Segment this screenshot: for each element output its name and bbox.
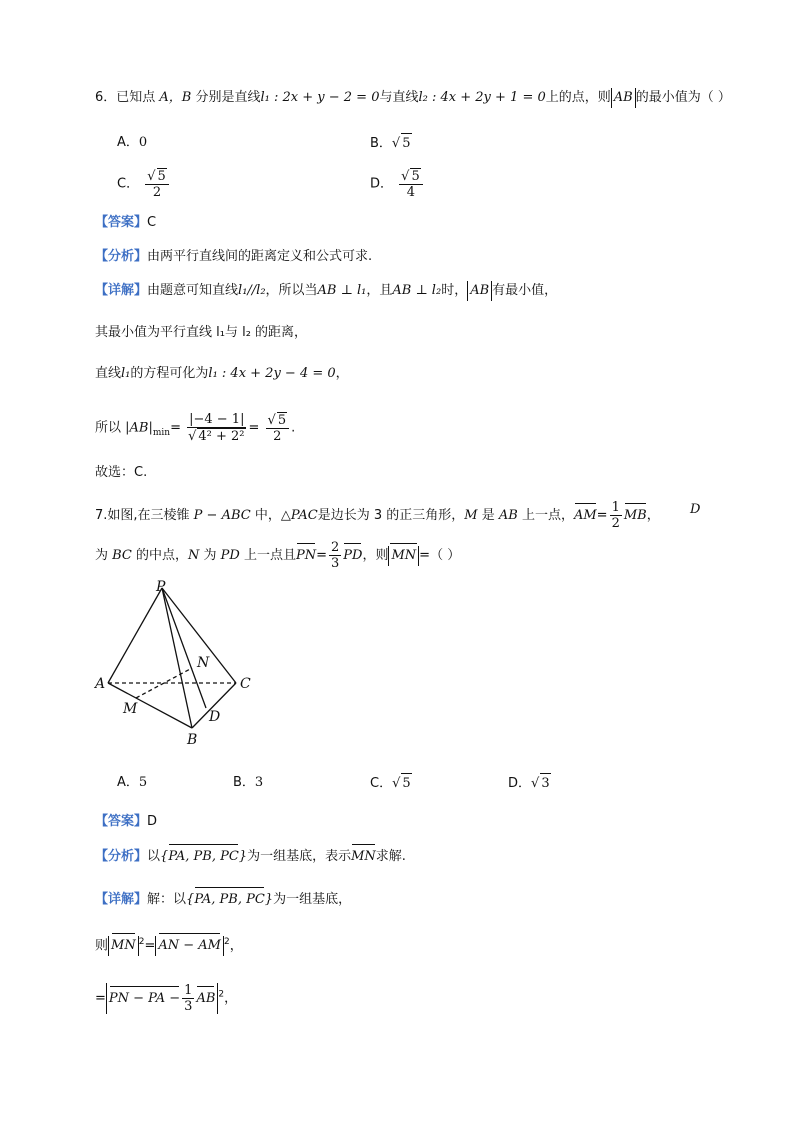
q7-option-c: C．√ 5 xyxy=(370,773,412,794)
q7-analysis: 【分析】以{PA, PB, PC}为一组基底，表示MN求解. xyxy=(95,847,406,867)
label-p: P xyxy=(156,580,166,595)
q6-stem: 6．已知点 A，B 分别是直线l₁ : 2x + y − 2 = 0与直线l₂ : 4x + 2y + 1 = 0上的点，则 AB 的最小值为（ ） xyxy=(95,88,731,108)
label-m: M xyxy=(123,701,138,717)
q6-conclusion: 故选：C. xyxy=(95,465,148,480)
q6-option-d: D． $\frac{√ 5}{4}$ xyxy=(370,168,425,200)
q7-detail-2: 则 MN $^2$= AN − AM $^2$， xyxy=(95,932,243,956)
q6-detail-2: 其最小值为平行直线 l₁与 l₂ 的距离， xyxy=(95,325,308,340)
q7-detail-1: 【详解】解：以{PA, PB, PC}为一组基底， xyxy=(95,890,351,910)
q6-answer: 【答案】C xyxy=(95,215,157,230)
q7-stem-1: 7.如图,在三棱锥 P − ABC 中，△PAC是边长为 3 的正三角形，M 是 AB 上一点，AM= $\frac{1}{2}$ MB， xyxy=(95,500,660,531)
label-c: C xyxy=(240,676,251,692)
q6-analysis: 【分析】由两平行直线间的距离定义和公式可求. xyxy=(95,249,373,264)
q6-detail-4: 所以 $|AB|_{min}=$ $\frac{|-4 - 1|}{\text{√ 4² + 2²}}$ = $\frac{√ 5}{2}$ . xyxy=(95,412,296,444)
q6-detail-1: 【详解】由题意可知直线l₁//l₂，所以当AB ⊥ l₁，且AB ⊥ l₂时， AB 有最小值， xyxy=(95,281,557,301)
label-n: N xyxy=(197,655,210,671)
label-d: D xyxy=(209,709,221,725)
q7-stem-1-tail: D xyxy=(690,502,701,517)
label-b: B xyxy=(187,732,198,748)
q7-option-d: D．√ 3 xyxy=(508,773,551,794)
q7-answer: 【答案】D xyxy=(95,814,158,829)
q7-option-b: B．3 xyxy=(233,775,264,790)
q6-detail-3: 直线l₁的方程可化为l₁ : 4x + 2y − 4 = 0， xyxy=(95,366,349,381)
label-a: A xyxy=(95,676,106,692)
q6-option-b: B．√ 5 xyxy=(370,133,412,154)
edge-pa xyxy=(108,588,162,683)
q7-option-a: A．5 xyxy=(117,775,148,790)
q7-detail-3: = PN − PA − $\frac{1}{3}$ AB $^2$， xyxy=(95,983,238,1014)
edge-ab xyxy=(108,683,192,728)
q7-stem-2: 为 BC 的中点，N 为 PD 上一点且PN= $\frac{2}{3}$ PD，则 MN =（ ） xyxy=(95,540,461,571)
tetrahedron-figure xyxy=(90,580,260,750)
q6-option-c: C． $\frac{√ 5}{2}$ xyxy=(117,168,171,200)
q6-option-a: A．0 xyxy=(117,135,148,150)
